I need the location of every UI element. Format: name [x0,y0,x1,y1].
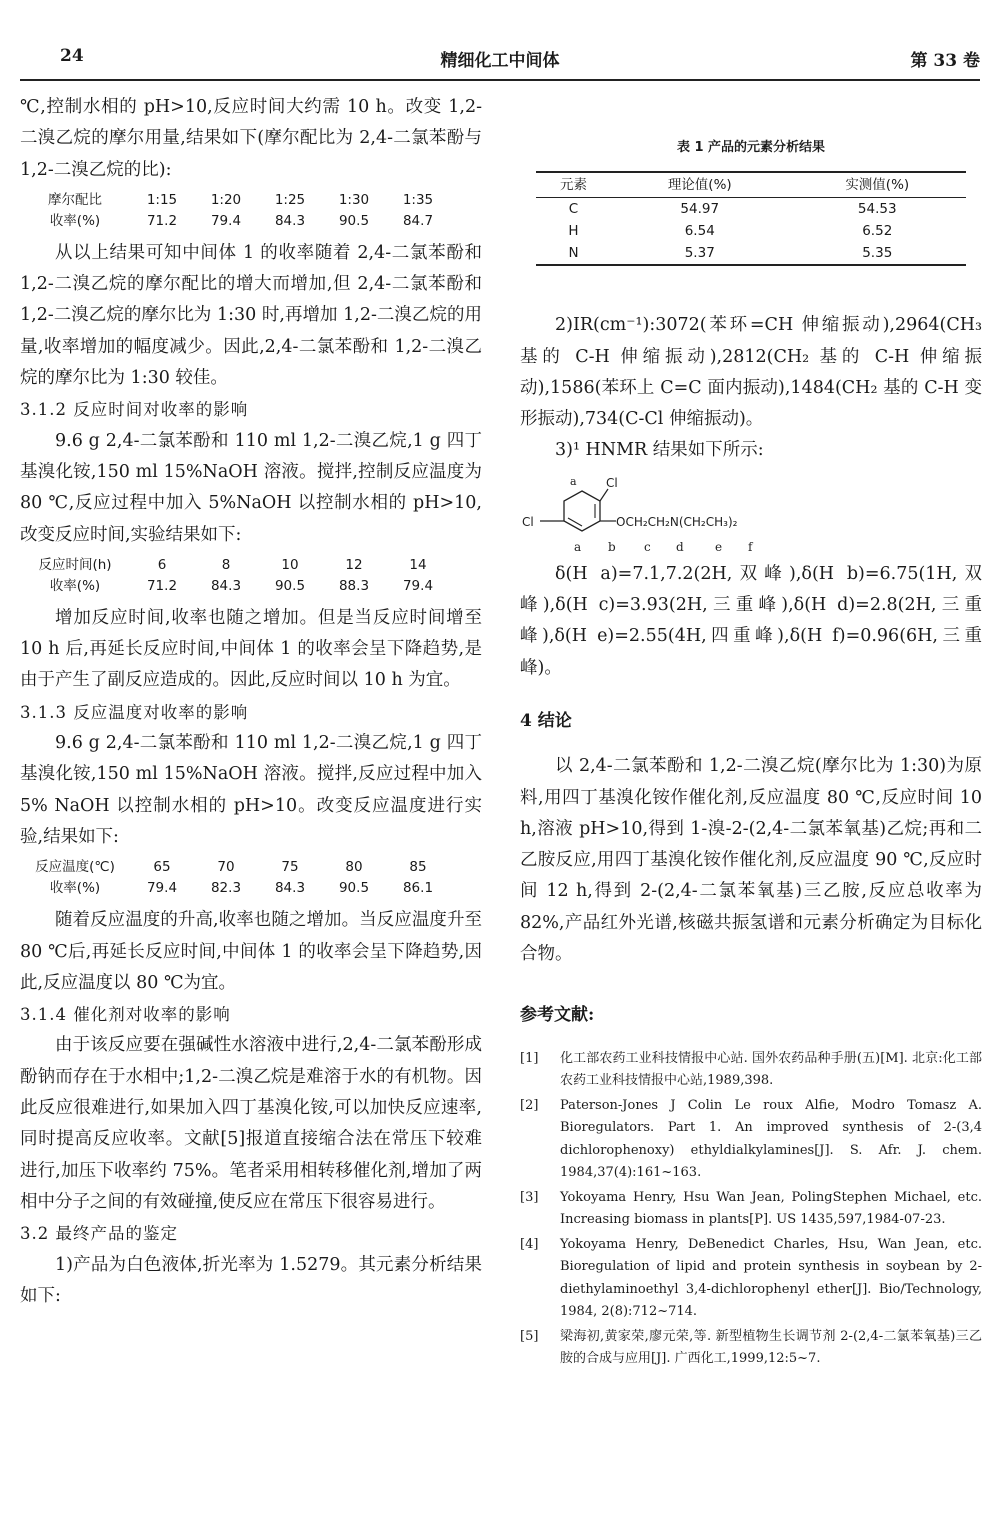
table-row [536,242,966,265]
table-cell: 82.3 [210,880,242,897]
table-cell: 65 [153,859,171,876]
table-cell: 88.3 [338,577,370,594]
table-caption: 表 1 产品的元素分析结果 [676,140,826,155]
paragraph-nmr-shifts: δ(H a)=7.1,7.2(2H,双峰),δ(H b)=6.75(1H,双峰),δ(H c)=3.93(2H,三重峰),δ(H d)=2.8(2H,三重峰),δ(H e)=2.55(4H,四重峰),δ(H f)=0.96(6H,三重峰)。 [520,563,982,678]
table-cell: 71.2 [146,212,178,229]
table-row [20,555,482,576]
row-label: 反应时间(h) [38,556,112,573]
chemical-structure [520,471,982,555]
table-cell: 75 [281,859,299,876]
paragraph: 9.6 g 2,4-二氯苯酚和 110 ml 1,2-二溴乙烷,1 g 四丁基溴化铵,150 ml 15%NaOH 溶液。搅拌,反应过程中加入 5% NaOH 以控制水相的 pH>10。改变反应温度进行实验,结果如下: [20,733,482,847]
section-heading-3-1-2: 3.1.2 反应时间对收率的影响 [20,400,249,420]
reference-text: 化工部农药工业科技情报中心站. 国外农药品种手册(五)[M]. 北京:化工部农药工业科技情报中心站,1989,398. [560,1050,982,1089]
reference-text: Yokoyama Henry, DeBenedict Charles, Hsu, Wan Jean, etc. Bioregulation of lipid and protein synthesis in soybean by 2-diethylaminoethyl 3,4-dichlorophenyl ether[J]. Bio/Technology, 1984, 2(8):712~714. [560,1236,982,1320]
table-row [20,211,482,232]
table-row [536,198,966,221]
section-heading-3-1-4: 3.1.4 催化剂对收率的影响 [20,1005,231,1025]
table-cell: 1:20 [210,191,242,208]
paragraph: 由于该反应要在强碱性水溶液中进行,2,4-二氯苯酚形成酚钠而存在于水相中;1,2-二溴乙烷是难溶于水的有机物。因此反应很难进行,如果加入四丁基溴化铵,可以加快反应速率,同时提高反应收率。文献[5]报道直接缩合法在常压下较难进行,加压下收率约 75%。笔者采用相转移催化剂,增加了两相中分子之间的有效碰撞,使反应在常压下很容易进行。 [20,1035,482,1212]
paragraph: 从以上结果可知中间体 1 的收率随着 2,4-二氯苯酚和 1,2-二溴乙烷的摩尔配比的增大而增加,但 2,4-二氯苯酚和 1,2-二溴乙烷的摩尔比为 1:30 时,再增加 1,2-二溴乙烷的用量,收率增加的幅度减少。因此,2,4-二氯苯酚和 1,2-二溴乙烷的摩尔比为 1:30 较佳。 [20,242,482,389]
table-cell: 80 [345,859,363,876]
reaction-time-table [20,555,482,597]
paragraph-nmr: 3)¹ HNMR 结果如下所示: [555,440,764,461]
table-cell: 79.4 [146,880,178,897]
table-cell: 79.4 [402,577,434,594]
benzene-ring-structure [520,471,820,555]
table-cell: 12 [345,556,363,573]
table-cell: 54.97 [680,201,720,218]
table-cell: 5.37 [611,242,788,265]
table-row [20,857,482,878]
proton-label: e [715,539,723,554]
paragraph: 1)产品为白色液体,折光率为 1.5279。其元素分析结果如下: [20,1254,482,1306]
reference-item [520,1234,982,1324]
reference-list [520,1048,982,1371]
section-heading-3-2: 3.2 最终产品的鉴定 [20,1224,178,1244]
molar-ratio-table [20,190,482,232]
table-cell: 8 [221,556,231,573]
right-column [520,92,982,1373]
column-header: 实测值(%) [789,172,967,198]
elemental-analysis-table [536,171,966,266]
table-cell: 70 [217,859,235,876]
reference-number: [5] [520,1328,539,1344]
proton-label-a-top: a [570,474,577,488]
table-cell: 84.3 [274,212,306,229]
table-cell: 90.5 [338,880,370,897]
volume-label: 第 33 卷 [910,51,980,71]
table-cell: 85 [409,859,427,876]
page-number: 24 [60,46,84,66]
table-cell: 14 [409,556,427,573]
row-label: 收率(%) [49,577,101,594]
table-cell: 84.3 [274,880,306,897]
table-cell: 84.7 [402,212,434,229]
table-cell: 90.5 [274,577,306,594]
table-cell: 10 [281,556,299,573]
journal-title: 精细化工中间体 [440,51,560,71]
reference-text: Yokoyama Henry, Hsu Wan Jean, PolingStephen Michael, etc. Increasing biomass in plants[P]. US 1435,597,1984-07-23. [560,1189,982,1228]
proton-label: c [644,539,651,554]
paragraph: 9.6 g 2,4-二氯苯酚和 110 ml 1,2-二溴乙烷,1 g 四丁基溴化铵,150 ml 15%NaOH 溶液。搅拌,控制反应温度为 80 ℃,反应过程中加入 5%NaOH 以控制水相的 pH>10,改变反应时间,实验结果如下: [20,430,482,545]
proton-label: b [608,539,616,554]
table-cell: 54.53 [857,201,897,218]
section-heading-conclusion: 4 结论 [520,710,572,731]
column-header: 元素 [536,172,611,198]
reference-number: [1] [520,1050,539,1066]
paragraph: 增加反应时间,收率也随之增加。但是当反应时间增至 10 h 后,再延长反应时间,中间体 1 的收率会呈下降趋势,是由于产生了副反应造成的。因此,反应时间以 10 h 为宜。 [20,607,482,691]
table-cell: 6 [157,556,167,573]
table-cell: 5.35 [789,242,967,265]
header-rule [20,79,980,81]
column-header: 理论值(%) [611,172,788,198]
row-label: 收率(%) [49,880,101,897]
table-row [20,576,482,597]
reference-number: [3] [520,1189,539,1205]
cl-left-label: Cl [522,514,534,529]
table-cell: 71.2 [146,577,178,594]
table-cell: 6.54 [684,223,715,240]
table-cell: 1:35 [402,191,434,208]
table-row [536,220,966,242]
paragraph: 随着反应温度的升高,收率也随之增加。当反应温度升至 80 ℃后,再延长反应时间,中间体 1 的收率会呈下降趋势,因此,反应温度以 80 ℃为宜。 [20,910,482,993]
reference-item [520,1326,982,1371]
reference-item [520,1048,982,1093]
table-header-row [536,172,966,198]
reference-text: 梁海初,黄家荣,廖元荣,等. 新型植物生长调节剂 2-(2,4-二氯苯氧基)三乙胺的合成与应用[J]. 广西化工,1999,12:5~7. [560,1328,982,1367]
table-cell: 1:25 [274,191,306,208]
side-chain-label: OCH₂CH₂N(CH₂CH₃)₂ [616,514,738,529]
paragraph-ir: 2)IR(cm⁻¹):3072(苯环=CH 伸缩振动),2964(CH₃ 基的 C-H 伸缩振动),2812(CH₂ 基的 C-H 伸缩振动),1586(苯环上 C=C 面内振动),1484(CH₂ 基的 C-H 变形振动),734(C-Cl 伸缩振动)。 [520,315,982,430]
left-column [20,92,482,1312]
paragraph: ℃,控制水相的 pH>10,反应时间大约需 10 h。改变 1,2-二溴乙烷的摩尔用量,结果如下(摩尔配比为 2,4-二氯苯酚与 1,2-二溴乙烷的比): [20,97,482,180]
proton-label: f [748,539,753,554]
table-cell: 79.4 [210,212,242,229]
proton-label: d [676,539,684,554]
section-heading-3-1-3: 3.1.3 反应温度对收率的影响 [20,702,249,722]
table-cell: N [536,242,611,265]
row-label: 反应温度(℃) [35,859,115,876]
paragraph-conclusion: 以 2,4-二氯苯酚和 1,2-二溴乙烷(摩尔比为 1:30)为原料,用四丁基溴化铵作催化剂,反应温度 80 ℃,反应时间 10 h,溶液 pH>10,得到 1-溴-2-(2,4-二氯苯氧基)乙烷;再和二乙胺反应,用四丁基溴化铵作催化剂,反应温度 90 ℃,反应时间 12 h,得到 2-(2,4-二氯苯氧基)三乙胺,反应总收率为 82%,产品红外光谱,核磁共振氢谱和元素分析确定为目标化合物。 [520,756,982,965]
row-label: 收率(%) [49,212,101,229]
table-cell: 1:15 [146,191,178,208]
proton-label: a [574,539,582,554]
cl-top-label: Cl [606,475,618,490]
reference-text: Paterson-Jones J Colin Le roux Alfie, Modro Tomasz A. Bioregulators. Part 1. An improved synthesis of 2-(3,4 dichlorophenoxy) ethyldialkylamines[J]. S. Afr. J. chem. 1984,37(4):161~163. [560,1097,982,1181]
row-label: 摩尔配比 [48,191,102,208]
table-cell: 1:30 [338,191,370,208]
table-row [20,878,482,899]
reaction-temperature-table [20,857,482,899]
reference-item [520,1187,982,1232]
reference-number: [2] [520,1097,539,1113]
table-row [20,190,482,211]
table-cell: C [568,201,579,218]
table-cell: 84.3 [210,577,242,594]
page-header [20,46,980,76]
reference-item [520,1095,982,1185]
references-heading: 参考文献: [520,1005,595,1026]
table-cell: H [568,223,579,240]
reference-number: [4] [520,1236,539,1252]
table-cell: 90.5 [338,212,370,229]
table-cell: 86.1 [402,880,434,897]
table-cell: 6.52 [862,223,893,240]
